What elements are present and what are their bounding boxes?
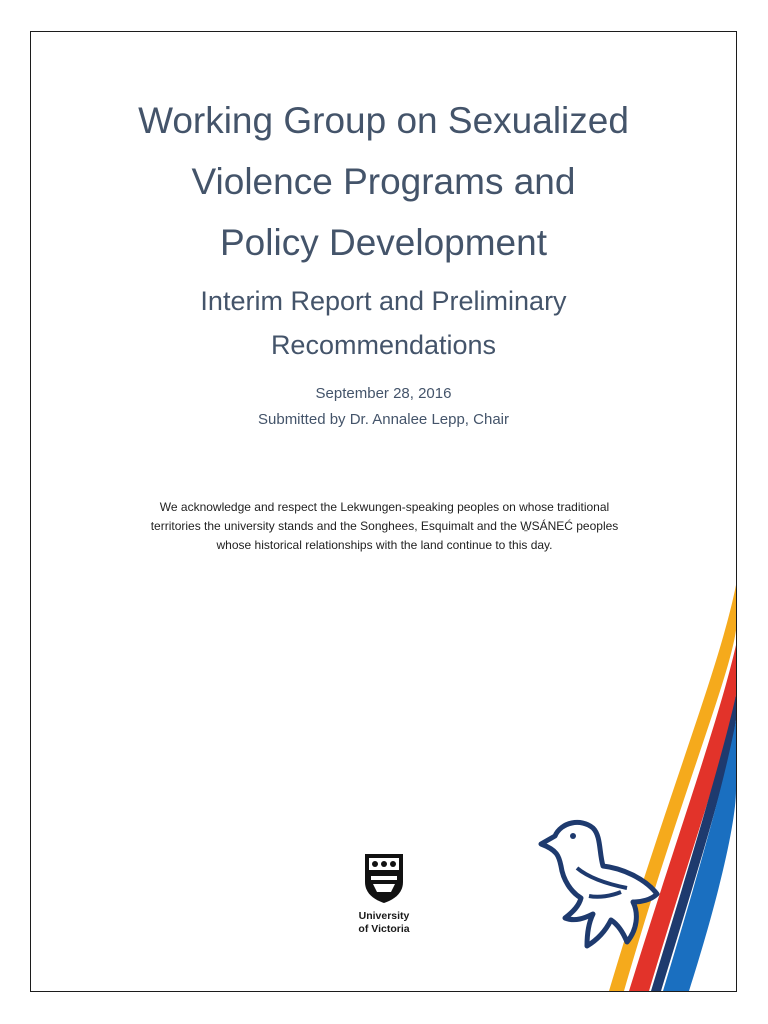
subtitle-line: Recommendations xyxy=(270,330,497,360)
acknowledgement-line: whose historical relationships with the land continue to this day. xyxy=(216,538,553,552)
title-line: Policy Development xyxy=(220,222,547,263)
logo-line-2: of Victoria xyxy=(358,923,410,935)
title-line: Working Group on Sexualized xyxy=(138,100,629,141)
university-crest-icon xyxy=(363,852,405,904)
document-page xyxy=(30,31,737,992)
title-line: Violence Programs and xyxy=(191,161,576,202)
decorative-stripes xyxy=(30,31,736,991)
logo-line-1: University xyxy=(358,910,410,922)
acknowledgement-line: We acknowledge and respect the Lekwungen-speaking peoples on whose traditional xyxy=(159,500,610,514)
subtitle-line: Interim Report and Preliminary xyxy=(200,286,567,316)
acknowledgement-line: territories the university stands and the Songhees, Esquimalt and the W̱SÁNEĆ peoples xyxy=(150,519,619,533)
university-logo xyxy=(349,852,419,935)
report-date: September 28, 2016 xyxy=(315,385,452,402)
submitted-by: Submitted by Dr. Annalee Lepp, Chair xyxy=(258,411,509,428)
